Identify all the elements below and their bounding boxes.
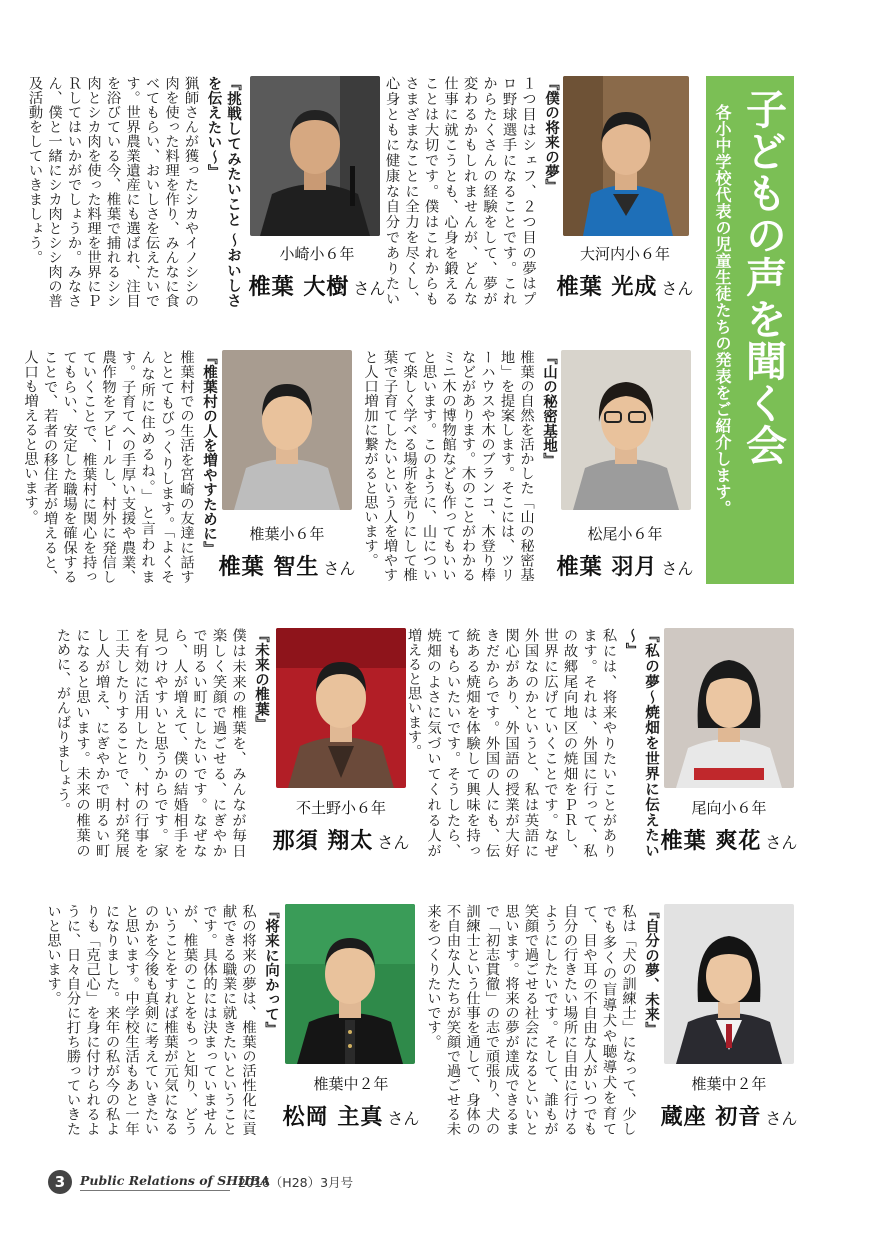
honorific: さん [377,833,410,852]
essay [384,76,560,306]
essay-title: 『僕の将来の夢』 [543,76,559,194]
honorific: さん [765,1109,798,1128]
footer-rule [80,1190,230,1191]
speaker-caption [232,244,402,301]
school-label: 大河内小６年 [579,245,670,263]
school-label: 松尾小６年 [587,525,663,543]
speaker-photo [563,76,689,236]
speaker-name: 松岡 主真 [282,1105,384,1130]
speaker-name: 椎葉 爽花 [660,829,762,854]
essay [44,628,270,858]
honorific: さん [353,279,386,298]
page-number: 3 [48,1170,72,1194]
essay [362,350,558,582]
essay [424,904,660,1136]
student-portrait-icon [664,904,794,1064]
speaker-photo [250,76,380,236]
issue-date: 2016（H28）3月号 [238,1175,354,1190]
essay-body: 猟師さんが獲ったシカやイノシシの肉を使った料理を作り、みんなに食べてもらい、おいしさを伝えたいです。世界農業遺産にも選ばれ、注目を浴びている今、椎葉で捕れるシシ肉とシカ肉を使った料理を世界にＰＲしてはいかがでしょうか。みなさん、僕と一緒にシカ肉とシシ肉の普及活動をしていきましょう。 [27,76,199,308]
student-portrait-icon [561,350,691,510]
essay-title: 『挑戦してみたいこと ～おいしさを伝えたい～』 [205,76,241,308]
speaker-name: 那須 翔太 [272,829,374,854]
speaker-photo [285,904,415,1064]
essay-body: 私の将来の夢は、椎葉の活性化に貢献できる職業に就きたいということです。具体的には決まっていませんが、椎葉のことをもっと知り、どういうことをすれば椎葉が元気になるのかを今後も真剣に考えていきたいと思います。中学校生活もあと一年になりました。来年の私が今の私よりも「克己心」を身に付けられるように、日々自分に打ち勝っていきたいと思います。 [45,904,257,1136]
honorific: さん [661,559,694,578]
speaker-caption [540,244,710,301]
school-label: 椎葉中２年 [691,1075,767,1093]
student-portrait-icon [222,350,352,510]
speaker-caption [202,524,372,581]
school-label: 不土野小６年 [295,799,386,817]
student-portrait-icon [276,628,406,788]
honorific: さん [387,1109,420,1128]
speaker-photo [664,904,794,1064]
page-subtitle: 各小中学校代表の児童生徒たちの発表をご紹介します。 [713,104,732,517]
essay [45,904,280,1136]
speaker-caption [644,798,814,855]
speaker-name: 椎葉 羽月 [556,555,658,580]
essay [22,350,218,584]
honorific: さん [765,833,798,852]
school-label: 椎葉小６年 [249,525,325,543]
essay [27,76,242,308]
essay-title: 『私の夢～焼畑を世界に伝えたい～』 [623,628,659,858]
speaker-photo [276,628,406,788]
student-portrait-icon [563,76,689,236]
speaker-name: 椎葉 光成 [556,275,658,300]
essay-title: 『未来の椎葉』 [253,628,269,731]
essay-title: 『山の秘密基地』 [541,350,557,468]
school-label: 小崎小６年 [279,245,355,263]
speaker-photo [664,628,794,788]
honorific: さん [661,279,694,298]
essay-body: 僕は未来の椎葉を、みんなが毎日楽しく笑顔で過ごせる、にぎやかで明るい町にしたいです。なぜなら、人が増えて、僕の結婚相手を見つけやすいと思うからです。家を有効に活用したり、村の行事を工夫したりすることで、村が発展し人が増え、にぎやかで明るい町になると思います。未来の椎葉のために、がんばりましょう。 [55,628,247,858]
speaker-caption [540,524,710,581]
speaker-caption [266,1074,436,1131]
essay-body: 私は「犬の訓練士」になって、少しでも多くの盲導犬や聴導犬を育てて、目や耳の不自由な人がいつでも自分の行きたい場所に自由に行けるようにしたいです。そして、誰もが笑顔で過ごせる社会になるといいと思います。将来の夢が達成できるまで「初志貫徹」の志で頑張り、犬の訓練士という仕事を通して、身体の不自由な人たちが笑顔で過ごせる未来をつくりたいです。 [425,904,637,1136]
page-footer [48,1170,448,1194]
page-title: 子どもの声を聞く会 [739,88,787,466]
speaker-name: 蔵座 初音 [660,1105,762,1130]
essay-title: 『自分の夢、未来』 [643,904,659,1037]
speaker-photo [222,350,352,510]
school-label: 尾向小６年 [691,799,767,817]
essay-body: 私には、将来やりたいことがあります。それは、外国に行って、私の故郷尾向地区の焼畑をＰＲし、世界に広げていくことです。なぜ外国なのかというと、私は英語に関心があり、外国語の授業が大好きだからです。外国の人にも、伝統ある焼畑を体験して興味を持ってもらいたいです。そうしたら、焼畑のよさに気づいてくれる人が増えると思います。 [406,628,617,858]
student-portrait-icon [250,76,380,236]
title-banner [706,76,794,584]
publication-name: Public Relations of SHIIBA [80,1173,271,1188]
speaker-caption [644,1074,814,1131]
essay-title: 『椎葉村の人を増やすために』 [201,350,217,556]
essay [406,628,660,858]
student-portrait-icon [664,628,794,788]
essay-title: 『将来に向かって』 [263,904,279,1037]
honorific: さん [323,559,356,578]
school-label: 椎葉中２年 [313,1075,389,1093]
speaker-photo [561,350,691,510]
essay-body: １つ目はシェフ、２つ目の夢はプロ野球選手になることです。これからたくさんの経験をして、夢が変わるかもしれませんが、どんな仕事に就こうとも、心身を鍛えることは大切です。僕はこれからもさまざまなことに全力を尽くし、心身ともに健康な自分でありたい [384,76,537,306]
essay-body: 椎葉村での生活を宮崎の友達に話すととてもびっくりします。「よくそんな所に住めるね。」と言われます。子育てへの手厚い支援や農業、農作物をアピールし、村外に発信していくことで、椎葉村に関心を持ってもらい、安定した職場を確保することで、若者の移住者が増えると、人口も増えると思います。 [22,350,195,584]
speaker-caption [256,798,426,855]
student-portrait-icon [285,904,415,1064]
speaker-name: 椎葉 大樹 [248,275,350,300]
essay-body: 椎葉の自然を活かした「山の秘密基地」を提案します。そこには、ツリーハウスや木のブランコ、木登り棒などがあります。木のことがわかるミニ木の博物館なども作ってもいいと思います。このように、山について楽しく学べる場所を売りにして椎葉で子育てしたいという人を増やすと人口増加に繋がると思います。 [362,350,535,582]
speaker-name: 椎葉 智生 [218,555,320,580]
